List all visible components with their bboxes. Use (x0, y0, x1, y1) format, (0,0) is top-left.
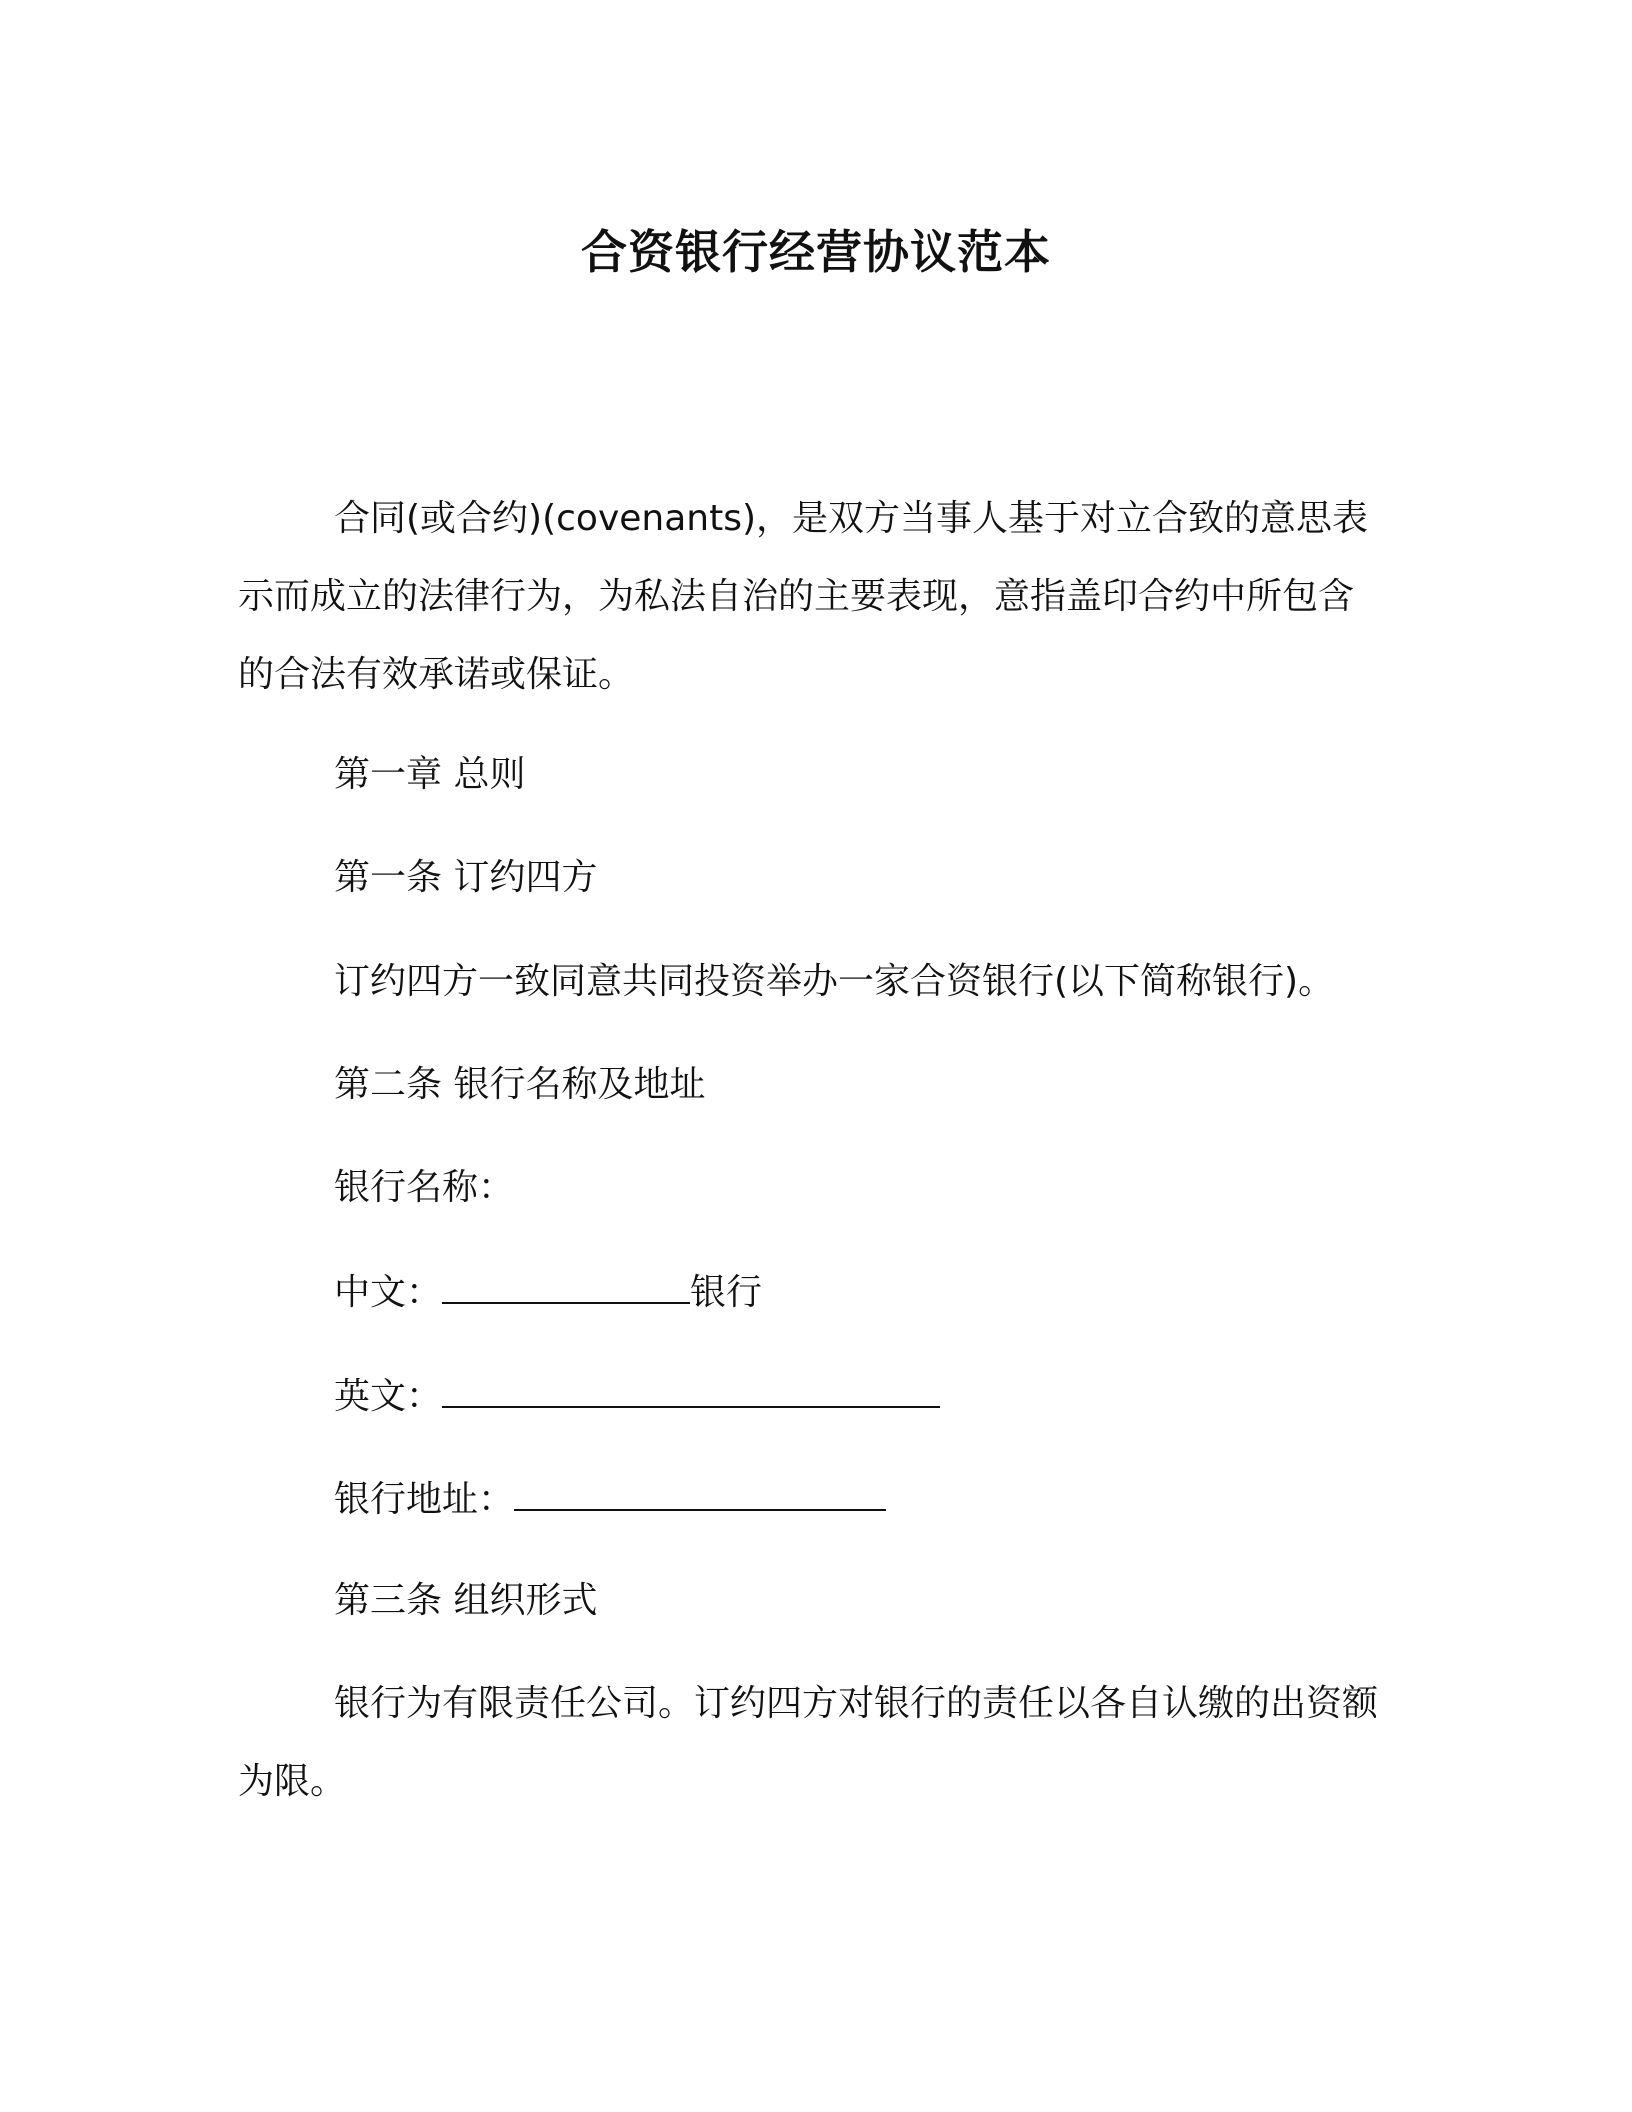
bank-address-row (334, 1473, 886, 1525)
bank-address-blank (514, 1473, 886, 1511)
article-3-heading: 第三条 组织形式 (334, 1580, 598, 1621)
article-1-heading: 第一条 订约四方 (334, 857, 598, 898)
article-1-text: 订约四方一致同意共同投资举办一家合资银行(以下简称银行)。 (334, 961, 1335, 1002)
article-2-heading: 第二条 银行名称及地址 (334, 1064, 706, 1105)
chinese-name-label: 中文： (334, 1272, 443, 1313)
english-name-row (334, 1370, 940, 1422)
english-name-label: 英文： (334, 1376, 443, 1417)
chinese-name-suffix: 银行 (690, 1272, 763, 1313)
bank-name-label: 银行名称： (334, 1167, 515, 1208)
chinese-name-blank (442, 1266, 690, 1304)
document-title: 合资银行经营协议范本 (581, 225, 1051, 279)
article-3-text: 银行为有限责任公司。订约四方对银行的责任以各自认缴的出资额为限。 (238, 1683, 1379, 1802)
intro-paragraph: 合同(或合约)(covenants)，是双方当事人基于对立合致的意思表示而成立的法律行为，为私法自治的主要表现，意指盖印合约中所包含的合法有效承诺或保证。 (238, 498, 1369, 695)
english-name-blank (442, 1370, 940, 1408)
chinese-name-row (334, 1266, 762, 1318)
bank-address-label: 银行地址： (334, 1479, 515, 1520)
chapter-1-heading: 第一章 总则 (334, 754, 526, 795)
